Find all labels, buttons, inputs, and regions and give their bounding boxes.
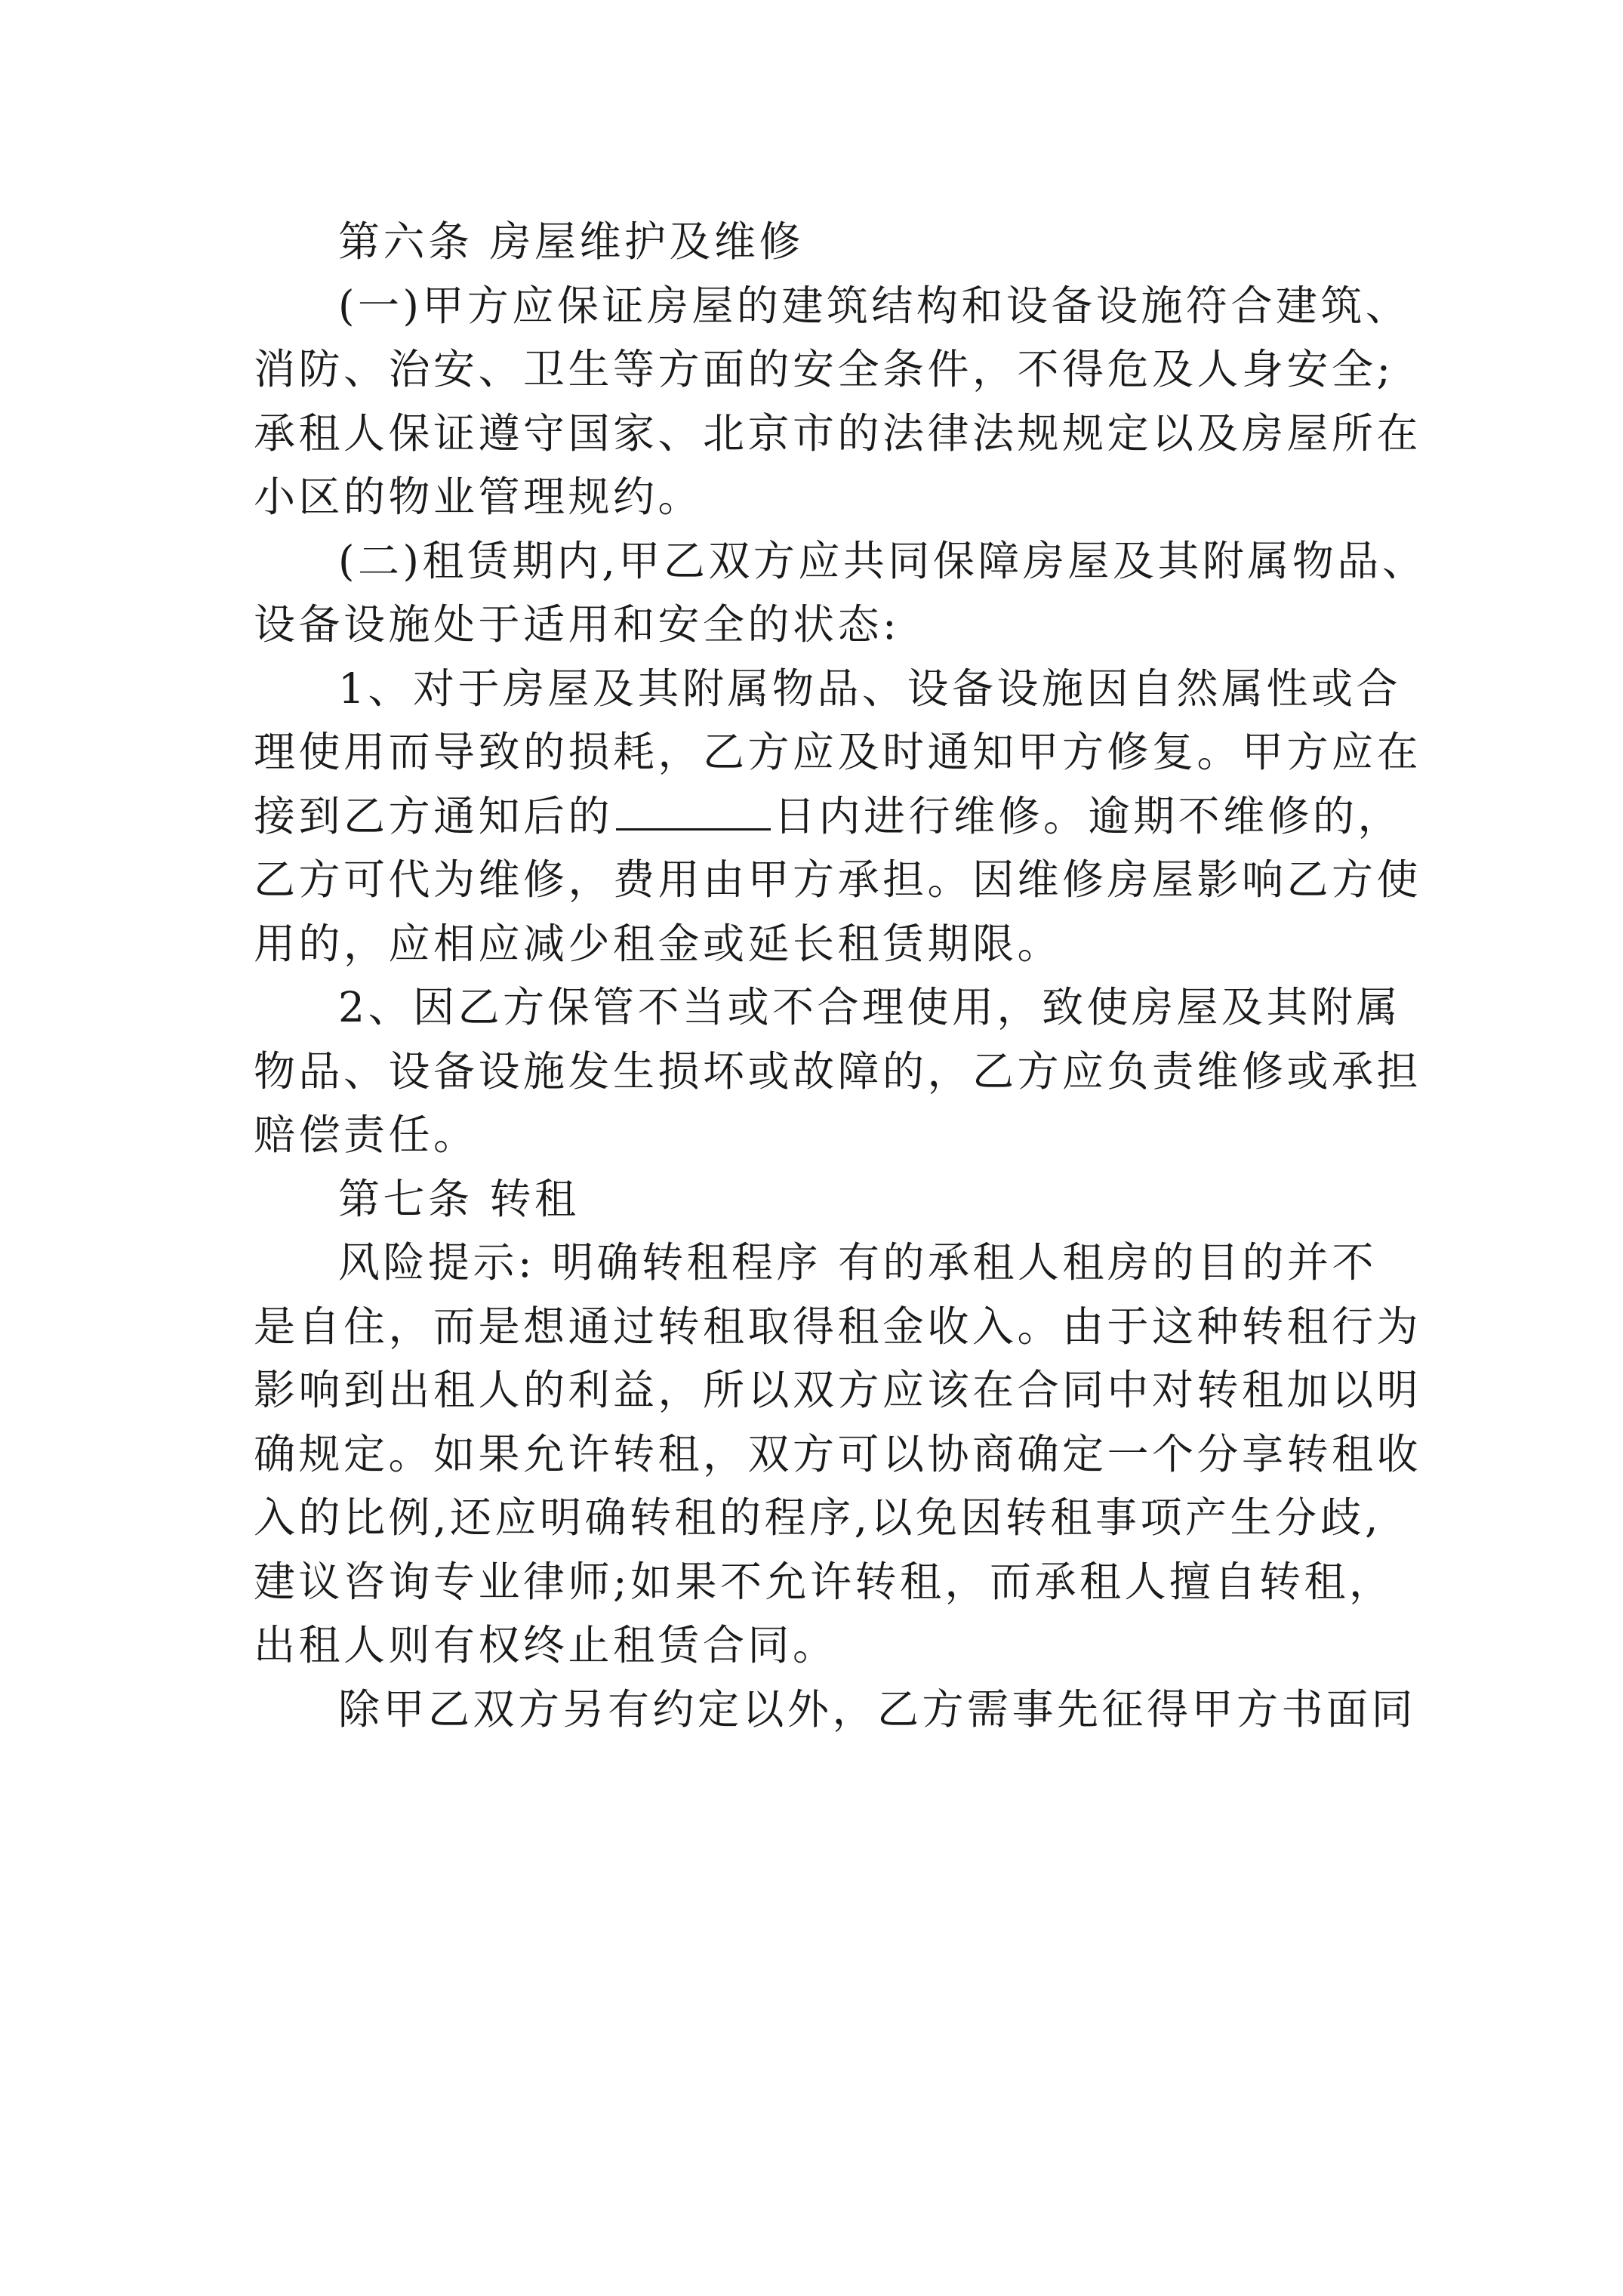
risk-note-line: 风险提示: 明确转租程序 有的承租人租房的目的并不: [338, 1238, 1377, 1287]
section-6-heading: 第六条 房屋维护及维修: [338, 217, 804, 266]
paragraph-line: (二)租赁期内,甲乙双方应共同保障房屋及其附属物品、: [338, 536, 1427, 585]
paragraph-line: 承租人保证遵守国家、北京市的法律法规规定以及房屋所在: [254, 408, 1422, 458]
paragraph-line: 除甲乙双方另有约定以外，乙方需事先征得甲方书面同: [338, 1684, 1417, 1734]
risk-note-line: 确规定。如果允许转租，双方可以协商确定一个分享转租收: [254, 1429, 1422, 1478]
paragraph-line: 物品、设备设施发生损坏或故障的，乙方应负责维修或承担: [254, 1046, 1422, 1096]
section-7-heading: 第七条 转租: [338, 1174, 580, 1223]
paragraph-line: 设备设施处于适用和安全的状态:: [254, 600, 901, 649]
paragraph-line: 用的，应相应减少租金或延长租赁期限。: [254, 919, 1063, 968]
paragraph-line: 赔偿责任。: [254, 1111, 479, 1159]
paragraph-line: 2、因乙方保管不当或不合理使用，致使房屋及其附属: [338, 983, 1401, 1031]
paragraph-line: 1、对于房屋及其附属物品、设备设施因自然属性或合: [338, 664, 1401, 713]
paragraph-line-with-blank: [254, 784, 1403, 849]
risk-note-line: 影响到出租人的利益，所以双方应该在合同中对转租加以明: [254, 1366, 1422, 1414]
risk-note-line: 是自住，而是想通过转租取得租金收入。由于这种转租行为: [254, 1302, 1422, 1351]
line-text-after-blank: 日内进行维修。逾期不维修的，: [774, 791, 1403, 840]
document-body: [254, 210, 1427, 1741]
paragraph-line: 理使用而导致的损耗，乙方应及时通知甲方修复。甲方应在: [254, 728, 1422, 776]
risk-note-line: 入的比例,还应明确转租的程序,以免因转租事项产生分歧,: [254, 1493, 1381, 1542]
line-text-before-blank: 接到乙方通知后的: [254, 791, 614, 840]
risk-note-line: 建议咨询专业律师;如果不允许转租，而承租人擅自转租，: [254, 1557, 1394, 1606]
paragraph-line: (一)甲方应保证房屋的建筑结构和设备设施符合建筑、: [338, 281, 1411, 330]
paragraph-line: 乙方可代为维修，费用由甲方承担。因维修房屋影响乙方使: [254, 855, 1422, 904]
risk-note-line: 出租人则有权终止租赁合同。: [254, 1621, 838, 1669]
paragraph-line: 小区的物业管理规约。: [254, 473, 704, 521]
fill-in-blank[interactable]: [616, 791, 771, 831]
paragraph-line: 消防、治安、卫生等方面的安全条件，不得危及人身安全;: [254, 345, 1394, 393]
